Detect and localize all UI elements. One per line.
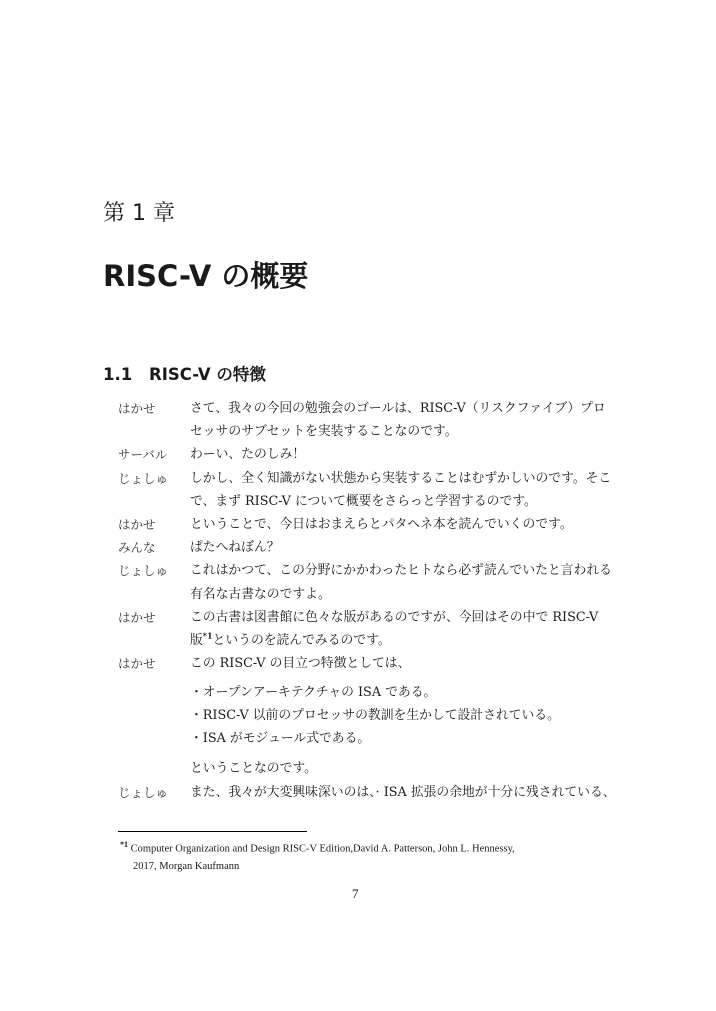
dialogue-line: セッサのサブセットを実装することなのです。: [190, 424, 458, 439]
section-heading: [103, 361, 266, 385]
chapter-title: RISC-V の概要: [103, 259, 309, 293]
section-title: RISC-V の特徴: [149, 365, 266, 384]
dialogue-line: この古書は図書館に色々な版があるのですが、今回はその中で RISC-V: [190, 610, 599, 625]
speaker: じょしゅ: [118, 785, 169, 800]
dialogue-line: しかし、全く知識がない状態から実装することはむずかしいのです。そこ: [190, 471, 612, 486]
dialogue-line: さて、我々の今回の勉強会のゴールは、RISC-V（リスクファイブ）プロ: [190, 401, 606, 416]
footnote-text: Computer Organization and Design RISC-V Edition,David A. Patterson, John L. Hennessy,: [130, 843, 515, 855]
line-text: というのを読んでみるのです。: [212, 633, 391, 648]
line-text: 版: [190, 633, 203, 648]
bullet-item: ・ISA がモジュール式である。: [190, 731, 371, 746]
page-number: 7: [352, 886, 359, 901]
speaker: はかせ: [118, 610, 156, 625]
speaker: はかせ: [118, 401, 156, 416]
bullet-item: ・RISC-V 以前のプロセッサの教訓を生かして設計されている。: [190, 708, 560, 723]
chapter-label: 第 1 章: [103, 201, 175, 226]
dialogue-line: わーい、たのしみ！: [190, 447, 306, 462]
speaker: みんな: [118, 540, 156, 555]
speaker: サーバル: [118, 447, 168, 462]
footnote-rule: [118, 831, 307, 832]
footnote-mark: *1: [120, 840, 128, 849]
dialogue-line: この RISC-V の目立つ特徴としては、: [190, 656, 411, 671]
footnote: [120, 837, 515, 857]
dialogue-line: で、まず RISC-V について概要をさらっと学習するのです。: [190, 494, 537, 509]
dialogue-line: ということで、今日はおまえらとパタヘネ本を読んでいくのです。: [190, 517, 573, 532]
bullet-item: ・オープンアーキテクチャの ISA である。: [190, 685, 437, 700]
closing-line: ということなのです。: [190, 761, 317, 776]
speaker: はかせ: [118, 656, 156, 671]
dialogue-line: 有名な古書なのですよ。: [190, 587, 331, 602]
speaker: はかせ: [118, 517, 156, 532]
footnote-ref[interactable]: *1: [202, 630, 213, 641]
speaker: じょしゅ: [118, 471, 169, 486]
section-number: 1.1: [103, 365, 133, 384]
speaker: じょしゅ: [118, 563, 169, 578]
dialogue-line: これはかつて、この分野にかかわったヒトなら必ず読んでいたと言われる: [190, 563, 612, 578]
dialogue-line: また、我々が大変興味深いのは、· ISA 拡張の余地が十分に残されている、: [190, 785, 616, 800]
dialogue-line: [190, 632, 391, 650]
footnote-text: 2017, Morgan Kaufmann: [133, 861, 240, 872]
dialogue-line: ぱたへねぼん？: [190, 540, 280, 555]
